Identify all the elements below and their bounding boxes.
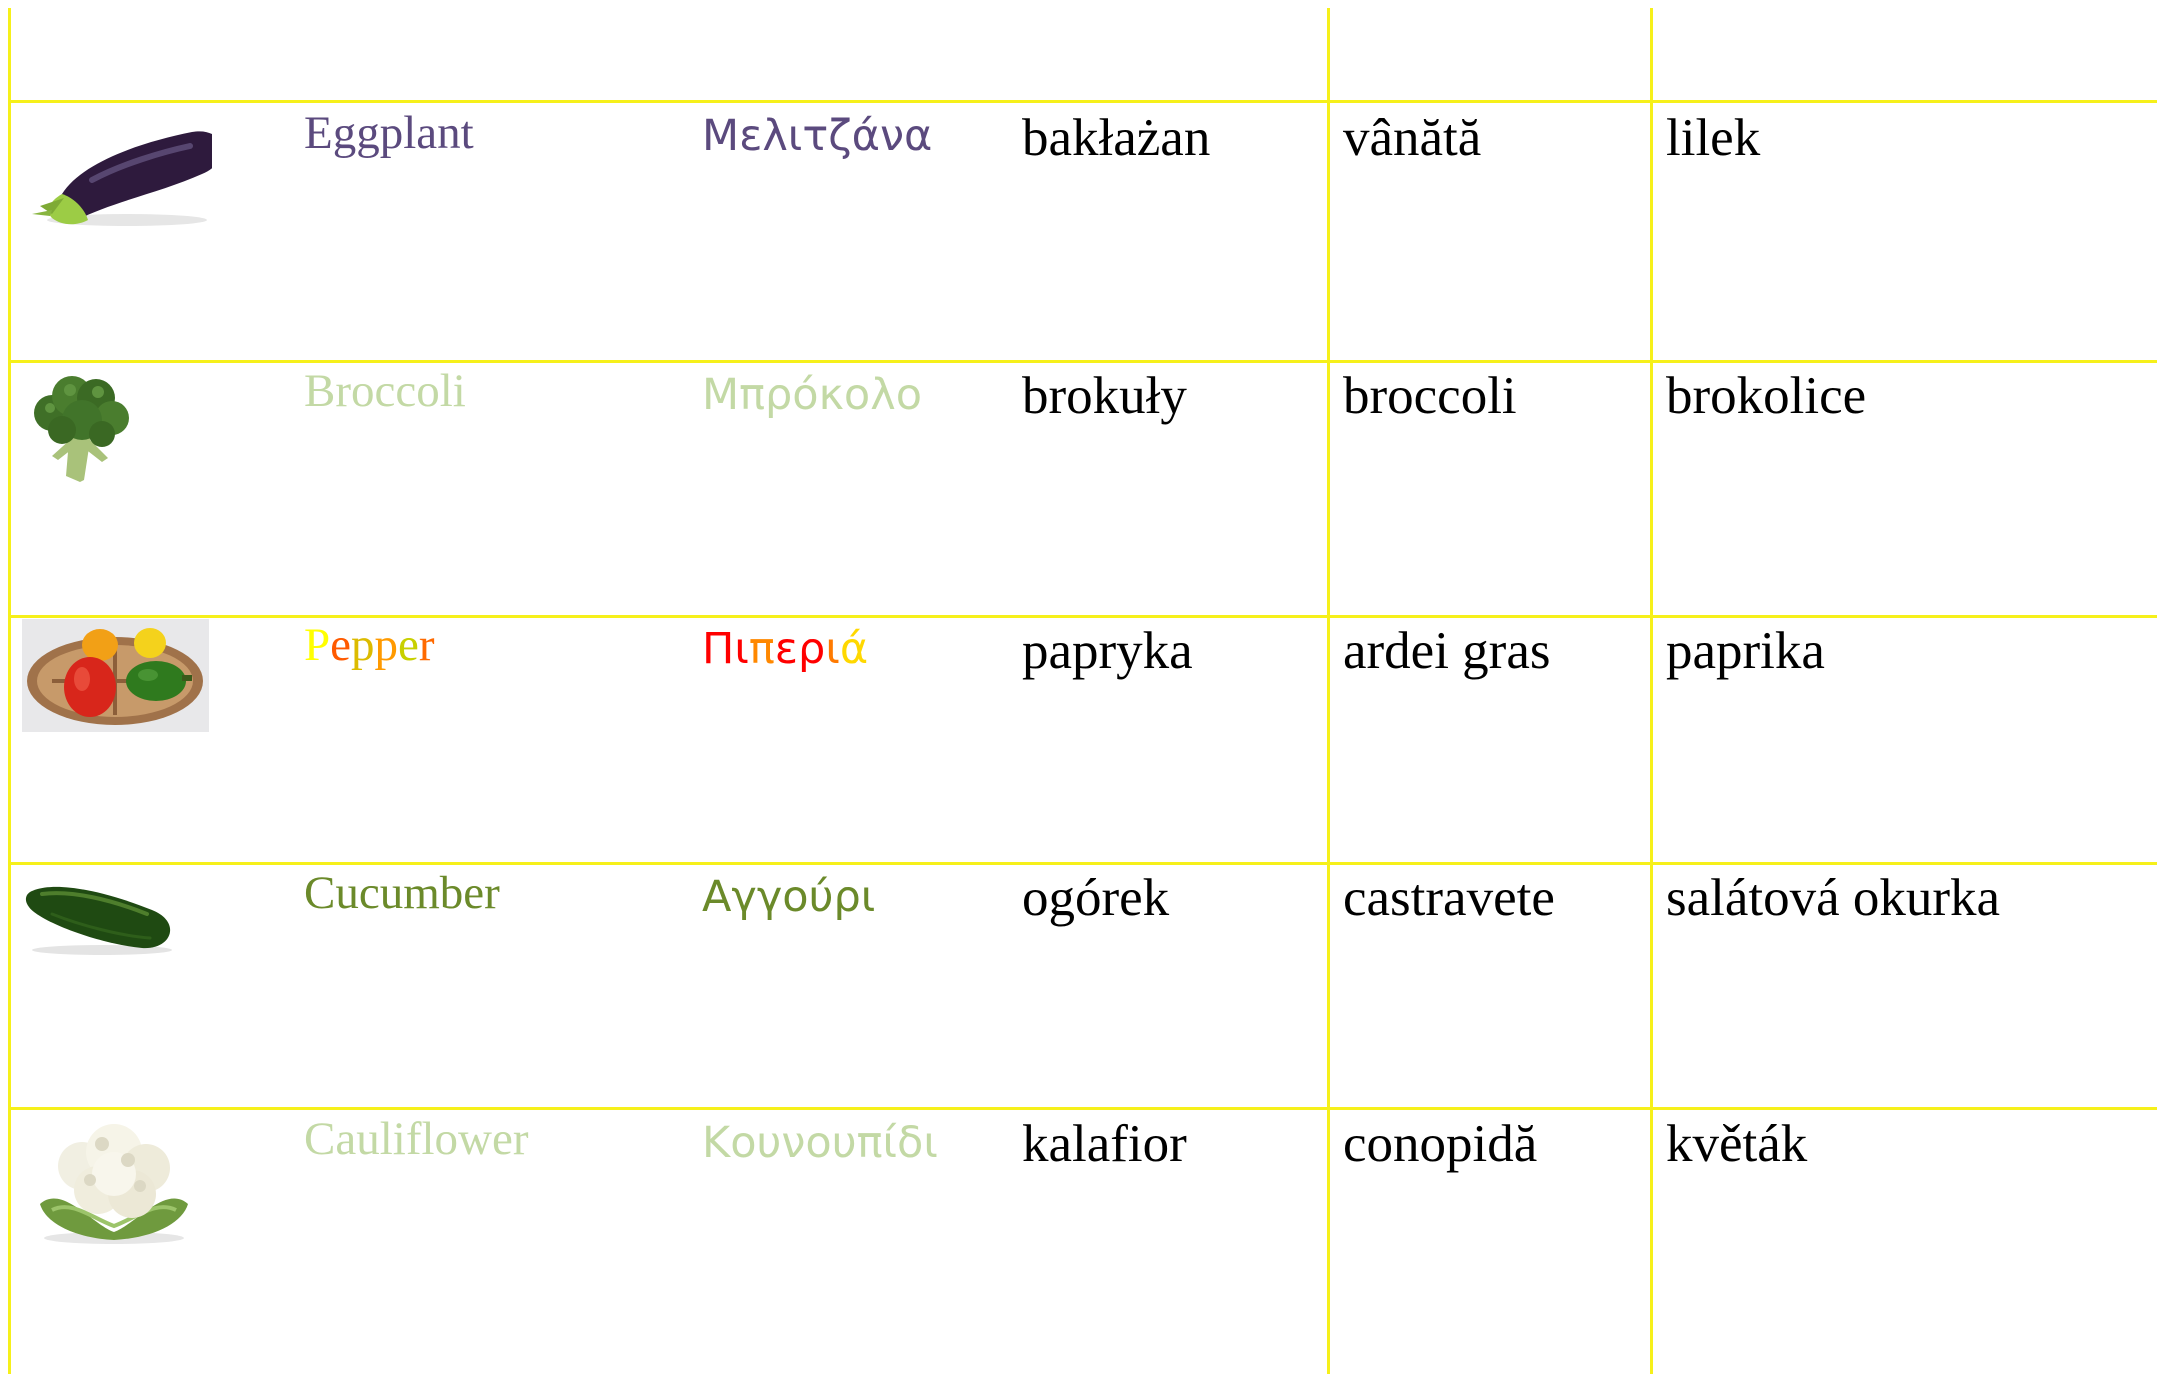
broccoli-image <box>22 368 140 486</box>
english-letter: p <box>351 619 375 671</box>
english-name: Cucumber <box>304 867 500 919</box>
grid-line-col6 <box>1650 8 1653 1374</box>
grid-line-row1 <box>8 100 2157 103</box>
greek-name <box>702 624 869 674</box>
czech-name: lilek <box>1666 109 1761 167</box>
greek-name: Κουνουπίδι <box>702 1118 938 1168</box>
greek-letter: ρ <box>798 624 826 674</box>
english-letter: e <box>398 619 419 671</box>
grid-line-row5 <box>8 1107 2157 1110</box>
grid-line-left <box>8 8 11 1374</box>
polish-name: brokuły <box>1022 367 1187 425</box>
grid-line-row2 <box>8 360 2157 363</box>
greek-letter: ι <box>734 624 749 674</box>
english-letter: P <box>304 619 331 671</box>
english-name <box>304 619 435 671</box>
polish-name: papryka <box>1022 622 1193 680</box>
english-letter: r <box>418 619 435 671</box>
greek-letter: ι <box>825 624 840 674</box>
greek-letter: π <box>748 624 775 674</box>
english-name: Eggplant <box>304 107 474 159</box>
greek-letter: ά <box>839 624 869 674</box>
pepper-image <box>22 619 209 732</box>
romanian-name: castravete <box>1343 869 1555 927</box>
greek-letter: ε <box>774 624 799 674</box>
czech-name: salátová okurka <box>1666 869 2001 927</box>
grid-line-col5 <box>1327 8 1330 1374</box>
grid-line-row4 <box>8 862 2157 865</box>
english-name: Broccoli <box>304 365 466 417</box>
greek-name: Μπρόκολο <box>702 370 922 420</box>
greek-letter: Π <box>702 624 735 674</box>
polish-name: ogórek <box>1022 869 1170 927</box>
greek-name: Αγγούρι <box>702 872 876 922</box>
romanian-name: vânătă <box>1343 109 1482 167</box>
polish-name: kalafior <box>1022 1115 1187 1173</box>
czech-name: květák <box>1666 1115 1808 1173</box>
romanian-name: ardei gras <box>1343 622 1551 680</box>
romanian-name: broccoli <box>1343 367 1517 425</box>
cucumber-image <box>22 874 177 958</box>
czech-name: brokolice <box>1666 367 1867 425</box>
english-name: Cauliflower <box>304 1113 529 1165</box>
eggplant-image <box>22 102 212 230</box>
cauliflower-image <box>32 1114 194 1246</box>
greek-name: Μελιτζάνα <box>702 111 933 161</box>
polish-name: bakłażan <box>1022 109 1211 167</box>
grid-line-row3 <box>8 615 2157 618</box>
czech-name: paprika <box>1666 622 1825 680</box>
english-letter: e <box>330 619 352 671</box>
romanian-name: conopidă <box>1343 1115 1538 1173</box>
english-letter: p <box>374 619 399 671</box>
